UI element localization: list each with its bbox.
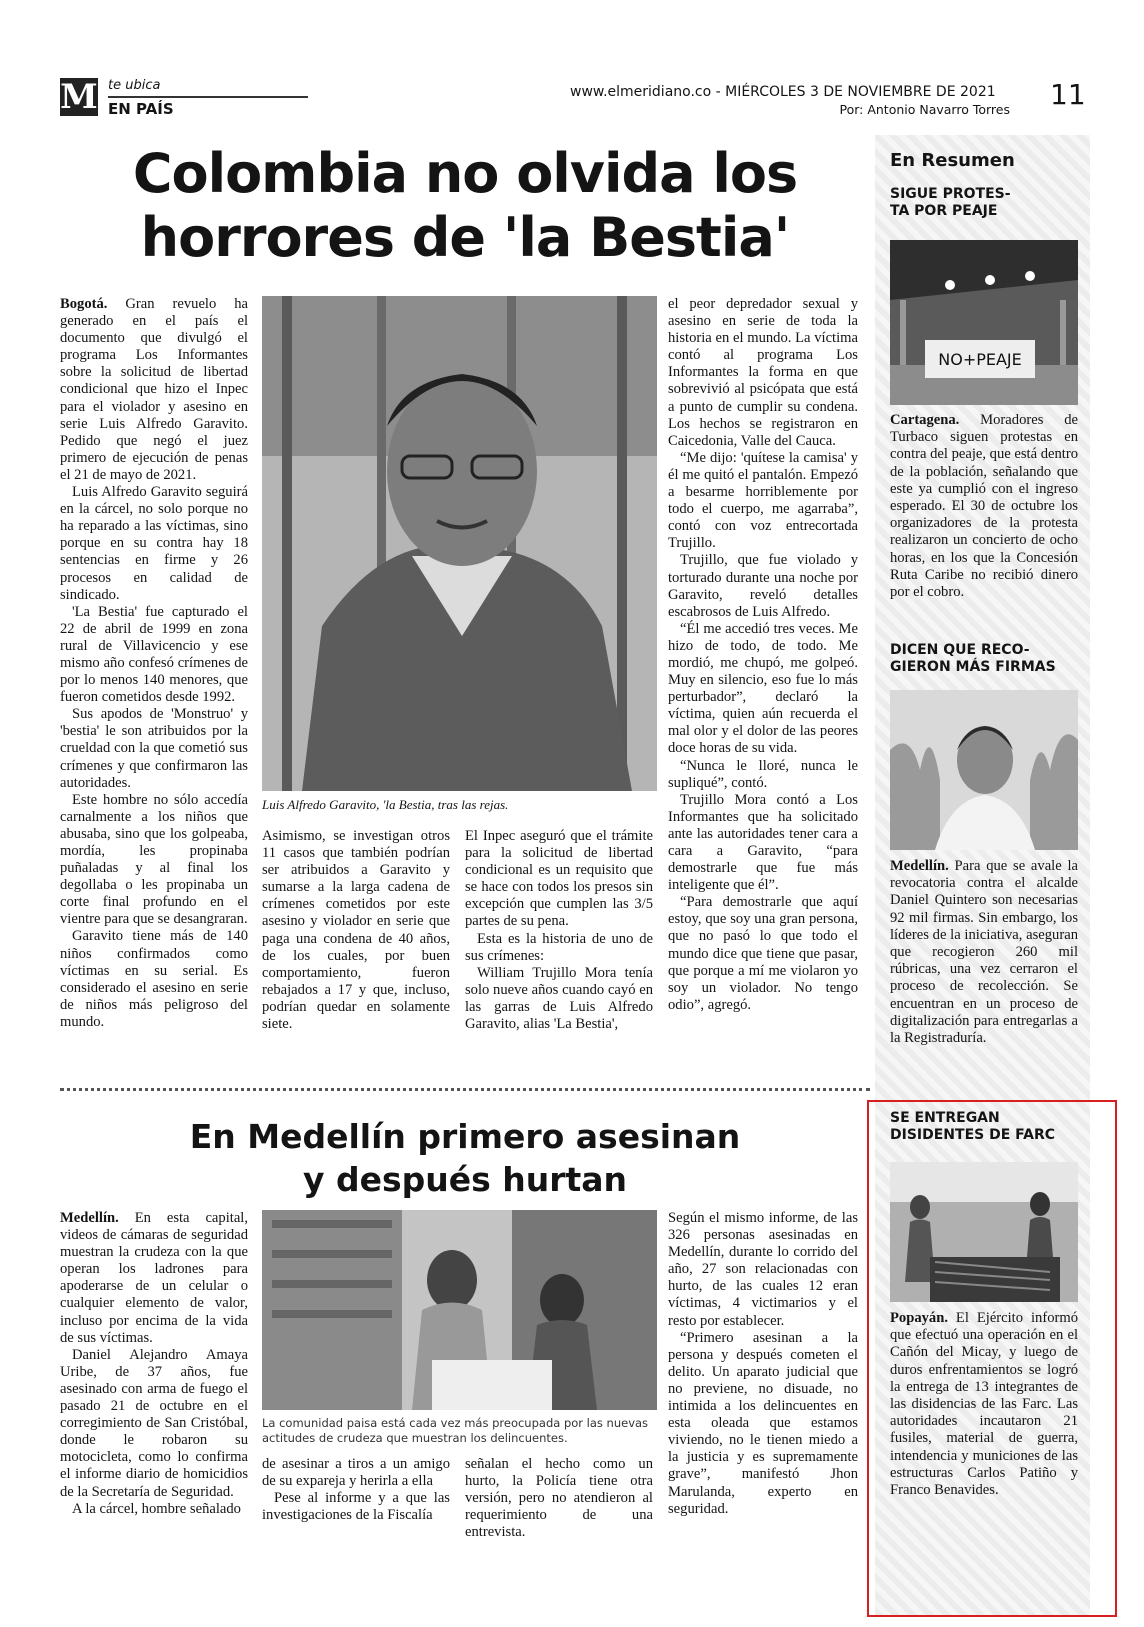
paragraph: Esta es la historia de uno de sus crímenes:	[465, 930, 653, 964]
article2-headline-line2: y después hurtan	[302, 1160, 628, 1199]
article2-headline	[60, 1115, 870, 1201]
sidebar-item-text: Medellín. Para que se avale la revocatoria contra el alcalde Daniel Quintero son necesarias 92 mil firmas. Sin embargo, los líderes de la iniciativa, aseguran que recogieron 260 mil rúbricas, una vez cerraron el proceso de recolección. Se encuentran en un proceso de digitalización para entregarlas a la Registraduría.	[890, 858, 1078, 1047]
site-url-date: www.elmeridiano.co - MIÉRCOLES 3 DE NOVIEMBRE DE 2021	[570, 84, 996, 100]
sidebar-item-text: Cartagena. Moradores de Turbaco siguen protestas en contra del peaje, que está dentro de la población, señalando que este ya cumplió con el ingreso esperado. El 30 de octubre los organizadores de la protesta realizaron un concierto de ocho horas, en los que la Concesión Ruta Caribe no recibió dinero por el cobro.	[890, 412, 1079, 601]
article1-headline-line2: horrores de 'la Bestia'	[140, 206, 790, 269]
paragraph: 'La Bestia' fue capturado el 22 de abril de 1999 en zona rural de Villavicencio y ese mismo año confesó crímenes de por lo menos 140 menores, que fueron cometidos desde 1992.	[60, 603, 248, 706]
garavito-photo	[262, 296, 657, 791]
article1-headline	[60, 142, 870, 270]
paragraph: el peor depredador sexual y asesino en serie de toda la historia en el mundo. La víctima contó al programa Los Informantes la forma en que sobrevivió al psicópata que está a punto de cumplir su condena. Los hechos se registraron en Caicedonia, Valle del Cauca.	[668, 296, 858, 449]
article2-column-3	[465, 1456, 653, 1541]
paragraph: Asimismo, se investigan otros 11 casos que también podrían ser atribuidos a Garavito y sumarse a la larga cadena de crímenes cometidos por este asesino y violador en serie que paga una condena de 40 años, de los cuales, por buen comportamiento, fueron rebajados a 17 y que, incluso, podrían quedar en solamente siete.	[262, 828, 450, 1033]
paragraph: Este hombre no sólo accedía carnalmente a los niños que abusaba, sino que los golpeaba, mordía, les propinaba puñaladas y al final los degollaba o les propinaba un corte final profundo en el vientre para que se desangraran.	[60, 791, 248, 928]
paragraph: Daniel Alejandro Amaya Uribe, de 37 años, fue asesinado con arma de fuego el pasado 21 de octubre en el corregimiento de San Cristóbal, donde le robaron su motocicleta, como lo confirma el informe diario de homicidios de la Secretaría de Seguridad.	[60, 1346, 248, 1500]
section-name: EN PAÍS	[108, 100, 174, 118]
paragraph: Pese al informe y a que las investigaciones de la Fiscalía	[262, 1490, 450, 1524]
paragraph: Trujillo Mora contó a Los Informantes que ha solicitado ante las autoridades tener cara a cara a Garavito, “para demostrarle que fue más inteligente que él”.	[668, 791, 858, 894]
paragraph: Trujillo, que fue violado y torturado durante una noche por Garavito, reveló detalles escabrosos de Luis Alfredo.	[668, 552, 858, 620]
highlight-box	[867, 1100, 1117, 1617]
page-number: 11	[1050, 78, 1086, 111]
sidebar-title: En Resumen	[890, 150, 1015, 171]
article2-headline-line1: En Medellín primero asesinan	[189, 1117, 741, 1156]
sidebar-item-heading: SIGUE PROTES- TA POR PEAJE	[890, 186, 1011, 219]
toll-protest-photo	[890, 240, 1078, 405]
article1-column-3	[465, 828, 653, 1033]
paragraph: Luis Alfredo Garavito seguirá en la cárcel, no solo porque no ha reparado a las víctimas, sino porque en su contra hay 18 sentencias en firme y 26 procesos en calidad de sindicado.	[60, 484, 248, 603]
section-kicker: te ubica	[108, 78, 161, 93]
paragraph: “Primero asesinan a la persona y después cometen el delito. Un aparato judicial que no previene, no disuade, no intimida a los delincuentes en esta oleada que estamos viviendo, no le tienen miedo a la justicia y es supremamente grave”, manifestó Jhon Marulanda, experto en seguridad.	[668, 1329, 858, 1517]
robbery-photo-caption: La comunidad paisa está cada vez más preocupada por las nuevas actitudes de crudeza que muestran los delincuentes.	[262, 1416, 649, 1445]
paragraph: Según el mismo informe, de las 326 personas asesinadas en Medellín, durante lo corrido del año, 27 son relacionadas con hurto, de las cuales 12 eran víctimas, 4 victimarios y el resto por establecer.	[668, 1210, 858, 1329]
paragraph: “Él me accedió tres veces. Me hizo de todo, de todo. Me mordió, me chupó, me golpeó. Muy en silencio, eso fue lo más perturbador”, declaró la víctima, quien aún recuerda el mal olor y el dolor de las peores doce horas de su vida.	[668, 620, 858, 757]
article1-column-2	[262, 828, 450, 1033]
byline: Por: Antonio Navarro Torres	[839, 102, 1010, 117]
robbery-photo	[262, 1210, 657, 1410]
paragraph: señalan el hecho como un hurto, la Policía tiene otra versión, pero no atendieron al requerimiento de una entrevista.	[465, 1456, 653, 1541]
quintero-photo	[890, 690, 1078, 850]
paragraph: Garavito tiene más de 140 niños confirmados como víctimas en su serial. Es considerado el asesino en serie de niños más peligroso del mundo.	[60, 928, 248, 1030]
paragraph: El Inpec aseguró que el trámite para la solicitud de libertad condicional es un requisito que se hace con todos los presos sin excepción que cumplen las 3/5 partes de su pena.	[465, 828, 653, 930]
sidebar-item-text: Popayán. El Ejército informó que efectuó una operación en el Cañón del Micay, y luego de duros enfrentamientos se logró la entrega de 13 integrantes de las disidencias de las Farc. Las autoridades incautaron 21 fusiles, material de guerra, intendencia y municiones de las estructuras Carlos Patiño y Franco Benavides.	[890, 1310, 1078, 1499]
paragraph: “Nunca le lloré, nunca le supliqué”, contó.	[668, 757, 858, 791]
sidebar-item-heading: DICEN QUE RECO- GIERON MÁS FIRMAS	[890, 642, 1056, 675]
article2-column-2	[262, 1456, 450, 1524]
paragraph: Sus apodos de 'Monstruo' y 'bestia' le son atribuidos por la crueldad con la que cometió sus crímenes y que confirmaron las autoridades.	[60, 706, 248, 791]
article1-column-1	[60, 296, 248, 1031]
paragraph: de asesinar a tiros a un amigo de su expareja y herirla a ella	[262, 1456, 450, 1490]
garavito-photo-caption: Luis Alfredo Garavito, 'la Bestia, tras las rejas.	[262, 797, 509, 812]
paragraph: Bogotá. Gran revuelo ha generado en el país el documento que divulgó el programa Los Informantes sobre la solicitud de libertad condicional que hizo el Inpec para el violador y asesino en serie Luis Alfredo Garavito. Pedido que negó el juez primero de ejecución de penas el 21 de mayo de 2021.	[60, 296, 248, 483]
article2-column-1	[60, 1210, 248, 1518]
article1-column-4	[668, 296, 858, 1014]
newspaper-logo: M	[60, 77, 98, 117]
paragraph: “Para demostrarle que aquí estoy, que soy una gran persona, que no pasó lo que todo el mundo dice que tiene que pasar, que porque a mí me violaron yo soy un violador. No tengo odio”, agregó.	[668, 894, 858, 1013]
paragraph: “Me dijo: 'quítese la camisa' y él me quitó el pantalón. Empezó a besarme horriblemente por todo el cuerpo, me agarraba”, contó con voz entrecortada Trujillo.	[668, 449, 858, 552]
paragraph: A la cárcel, hombre señalado	[72, 1500, 241, 1517]
paragraph: Medellín. En esta capital, videos de cámaras de seguridad muestran la crudeza con la que operan los ladrones para apoderarse de un celular o cualquier elemento de valor, incluso por encima de la vida de sus víctimas.	[60, 1210, 248, 1346]
section-divider	[108, 96, 308, 98]
paragraph: William Trujillo Mora tenía solo nueve años cuando cayó en las garras de Luis Alfredo Garavito, alias 'La Bestia',	[465, 964, 653, 1033]
article1-headline-line1: Colombia no olvida los	[132, 142, 798, 205]
svg-text:NO+PEAJE: NO+PEAJE	[938, 350, 1022, 369]
article-divider	[60, 1088, 870, 1091]
sidebar-item-heading: SE ENTREGAN DISIDENTES DE FARC	[890, 1110, 1055, 1143]
article2-column-4	[668, 1210, 858, 1518]
